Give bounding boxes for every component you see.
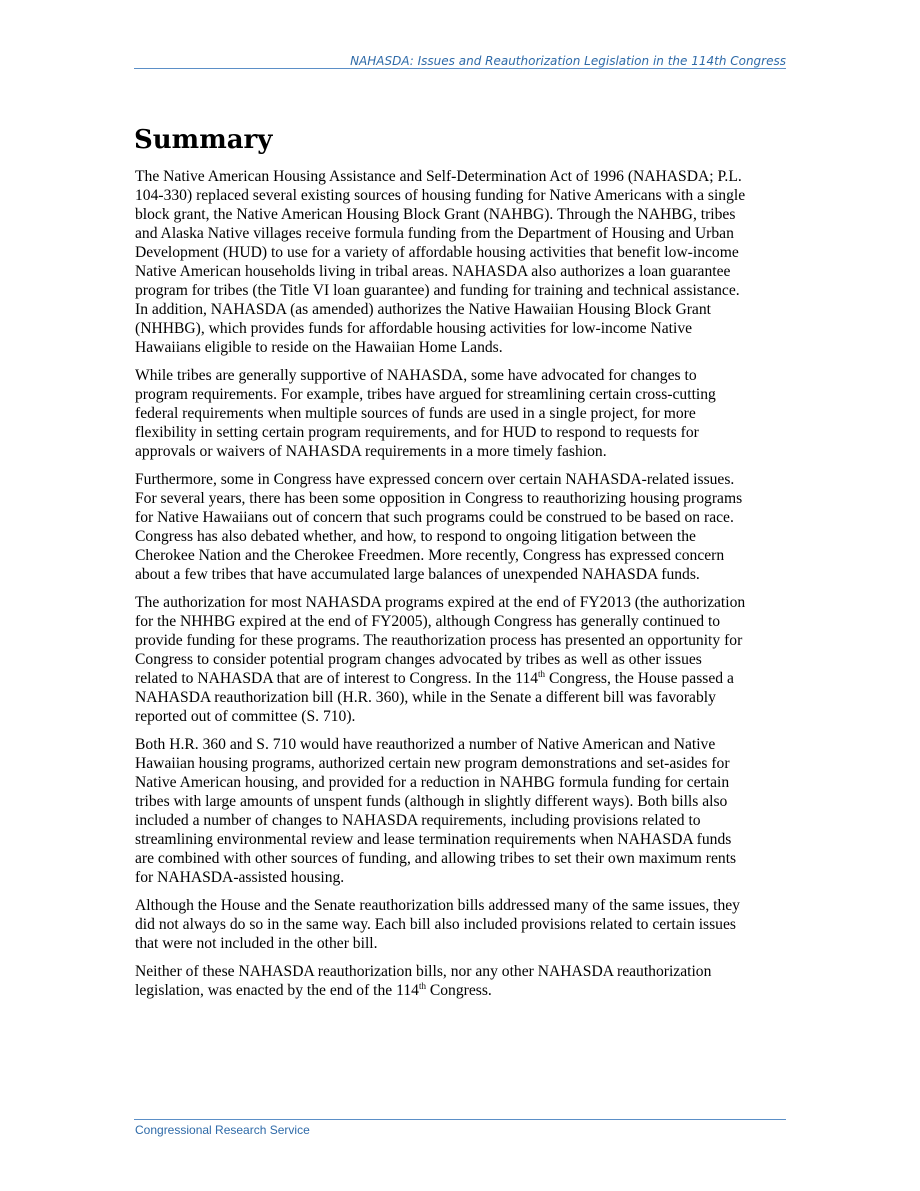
- text-line: Neither of these NAHASDA reauthorization bills, nor any other NAHASDA reauthorization: [135, 963, 712, 980]
- text-line: Both H.R. 360 and S. 710 would have reauthorized a number of Native American and Native: [135, 736, 716, 753]
- text-line: block grant, the Native American Housing Block Grant (NAHBG). Through the NAHBG, tribes: [135, 206, 736, 223]
- ordinal-superscript: th: [538, 669, 546, 679]
- paragraph-2: [135, 366, 791, 461]
- text-line: approvals or waivers of NAHASDA requirements in a more timely fashion.: [135, 443, 607, 460]
- text-line: Although the House and the Senate reauthorization bills addressed many of the same issues, they: [135, 897, 740, 914]
- text-line: program requirements. For example, tribes have argued for streamlining certain cross-cutting: [135, 386, 716, 403]
- text-line: tribes with large amounts of unspent funds (although in slightly different ways). Both bills also: [135, 793, 728, 810]
- text-line: and Alaska Native villages receive formula funding from the Department of Housing and Urban: [135, 225, 734, 242]
- text-line: (NHHBG), which provides funds for affordable housing activities for low-income Native: [135, 320, 693, 337]
- text-fragment: related to NAHASDA that are of interest to Congress. In the 114: [135, 670, 539, 687]
- summary-body: [135, 167, 791, 1009]
- text-line: did not always do so in the same way. Each bill also included provisions related to certain issues: [135, 916, 736, 933]
- text-line: federal requirements when multiple sources of funds are used in a single project, for more: [135, 405, 696, 422]
- text-line: included a number of changes to NAHASDA requirements, including provisions related to: [135, 812, 701, 829]
- ordinal-superscript: th: [418, 981, 426, 991]
- text-line: The authorization for most NAHASDA programs expired at the end of FY2013 (the authorization: [135, 594, 746, 611]
- text-line: reported out of committee (S. 710).: [135, 708, 356, 725]
- text-line: While tribes are generally supportive of NAHASDA, some have advocated for changes to: [135, 367, 697, 384]
- text-line: Development (HUD) to use for a variety of affordable housing activities that benefit low-income: [135, 244, 739, 261]
- text-line: for Native Hawaiians out of concern that such programs could be construed to be based on race.: [135, 509, 734, 526]
- text-line: For several years, there has been some opposition in Congress to reauthorizing housing programs: [135, 490, 743, 507]
- text-line: Cherokee Nation and the Cherokee Freedmen. More recently, Congress has expressed concern: [135, 547, 725, 564]
- text-line: Hawaiian housing programs, authorized certain new program demonstrations and set-asides for: [135, 755, 730, 772]
- paragraph-5: [135, 735, 791, 887]
- text-line: for the NHHBG expired at the end of FY2005), although Congress has generally continued to: [135, 613, 721, 630]
- text-line-with-superscript: [135, 981, 791, 1000]
- running-header: NAHASDA: Issues and Reauthorization Legislation in the 114th Congress: [350, 54, 786, 68]
- text-line: are combined with other sources of funding, and allowing tribes to set their own maximum rents: [135, 850, 737, 867]
- text-line: flexibility in setting certain program requirements, and for HUD to respond to requests for: [135, 424, 699, 441]
- text-line: Congress has also debated whether, and how, to respond to ongoing litigation between the: [135, 528, 696, 545]
- text-line: Native American households living in tribal areas. NAHASDA also authorizes a loan guarantee: [135, 263, 731, 280]
- text-line: NAHASDA reauthorization bill (H.R. 360), while in the Senate a different bill was favorably: [135, 689, 716, 706]
- text-line: that were not included in the other bill.: [135, 935, 378, 952]
- text-line: about a few tribes that have accumulated large balances of unexpended NAHASDA funds.: [135, 566, 700, 583]
- text-line: In addition, NAHASDA (as amended) authorizes the Native Hawaiian Housing Block Grant: [135, 301, 711, 318]
- paragraph-6: [135, 896, 791, 953]
- text-line: The Native American Housing Assistance and Self-Determination Act of 1996 (NAHASDA; P.L.: [135, 168, 742, 185]
- running-footer: Congressional Research Service: [135, 1123, 310, 1137]
- text-line: program for tribes (the Title VI loan guarantee) and funding for training and technical assistance.: [135, 282, 740, 299]
- text-line: Furthermore, some in Congress have expressed concern over certain NAHASDA-related issues.: [135, 471, 735, 488]
- text-line: for NAHASDA-assisted housing.: [135, 869, 345, 886]
- text-line: Native American housing, and provided for a reduction in NAHBG formula funding for certain: [135, 774, 730, 791]
- text-line: streamlining environmental review and lease termination requirements when NAHASDA funds: [135, 831, 732, 848]
- text-line: 104-330) replaced several existing sources of housing funding for Native Americans with a single: [135, 187, 746, 204]
- text-fragment: Congress, the House passed a: [545, 670, 734, 687]
- paragraph-3: [135, 470, 791, 584]
- text-fragment: legislation, was enacted by the end of the 114: [135, 982, 419, 999]
- header-rule: [134, 68, 786, 69]
- text-line-with-superscript: [135, 669, 791, 688]
- text-line: Hawaiians eligible to reside on the Hawaiian Home Lands.: [135, 339, 503, 356]
- paragraph-7: [135, 962, 791, 1000]
- text-fragment: Congress.: [425, 982, 492, 999]
- text-line: provide funding for these programs. The reauthorization process has presented an opportunity for: [135, 632, 743, 649]
- paragraph-1: [135, 167, 791, 357]
- footer-rule: [134, 1119, 786, 1120]
- paragraph-4: [135, 593, 791, 726]
- text-line: Congress to consider potential program changes advocated by tribes as well as other issues: [135, 651, 702, 668]
- section-title: Summary: [134, 125, 273, 155]
